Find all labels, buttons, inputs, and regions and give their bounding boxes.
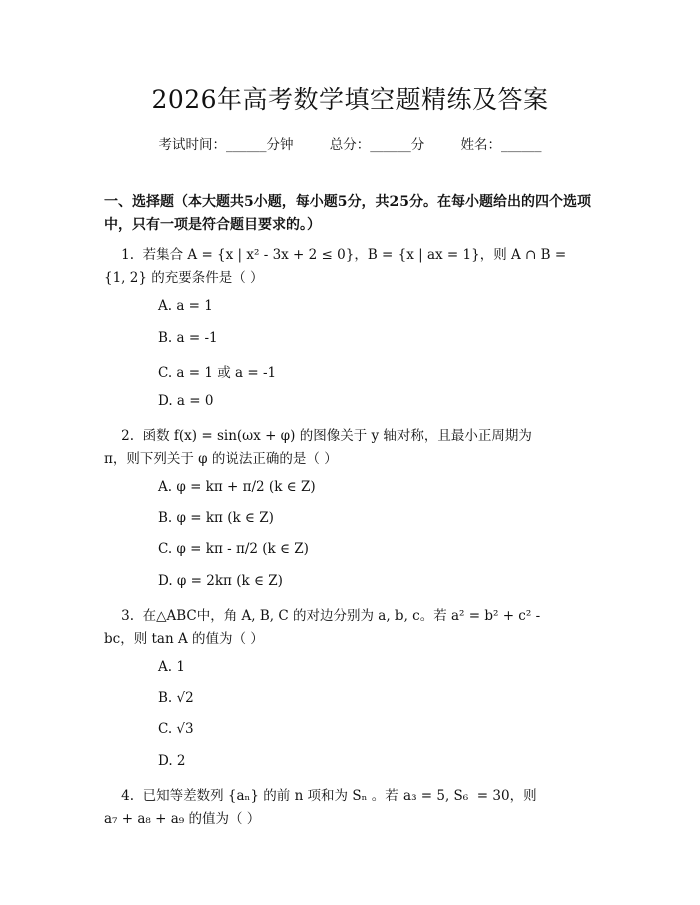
question-2-option-a: A. φ = kπ + π/2 (k ∈ Z) — [158, 479, 316, 495]
question-3-option-d: D. 2 — [158, 753, 186, 769]
question-2-option-d: D. φ = 2kπ (k ∈ Z) — [158, 573, 283, 589]
question-2-option-c: C. φ = kπ - π/2 (k ∈ Z) — [158, 541, 309, 557]
section-heading-line-2: 中，只有一项是符合题目要求的。） — [104, 217, 321, 233]
total-score-field: 总分：______分 — [329, 137, 425, 153]
question-4-line-2: a₇ + a₈ + a₉ 的值为（ ） — [104, 811, 261, 827]
exam-info-line — [0, 133, 700, 153]
question-4-line-1: 4. 已知等差数列 {aₙ} 的前 n 项和为 Sₙ 。若 a₃ = 5, S₆ = 30，则 — [104, 788, 537, 804]
question-3-option-b: B. √2 — [158, 690, 194, 706]
question-3-line-1: 3. 在△ABC中，角 A, B, C 的对边分别为 a, b, c。若 a² = b² + c² - — [104, 608, 541, 624]
question-3-line-2: bc，则 tan A 的值为（ ） — [104, 631, 264, 647]
section-heading-multiple-choice — [104, 191, 604, 237]
section-heading-line-1: 一、选择题（本大题共5小题，每小题5分，共25分。在每小题给出的四个选项 — [104, 194, 591, 210]
question-1-option-c: C. a = 1 或 a = -1 — [158, 365, 277, 381]
question-1-option-d: D. a = 0 — [158, 393, 214, 409]
page-title: 2026年高考数学填空题精练及答案 — [151, 85, 549, 114]
question-1-option-b: B. a = -1 — [158, 330, 218, 346]
name-field: 姓名：______ — [460, 137, 542, 153]
exam-time-field: 考试时间：______分钟 — [158, 137, 294, 153]
question-3-option-c: C. √3 — [158, 721, 194, 737]
question-1-line-2: {1, 2} 的充要条件是（ ） — [104, 270, 264, 286]
question-3-option-a: A. 1 — [158, 659, 185, 675]
question-2-line-2: π，则下列关于 φ 的说法正确的是（ ） — [104, 451, 338, 467]
question-2-line-1: 2. 函数 f(x) = sin(ωx + φ) 的图像关于 y 轴对称，且最小正周期为 — [104, 428, 532, 444]
question-2-option-b: B. φ = kπ (k ∈ Z) — [158, 510, 274, 526]
question-1-line-1: 1. 若集合 A = {x | x² - 3x + 2 ≤ 0}，B = {x | ax = 1}，则 A ∩ B = — [104, 247, 567, 263]
question-1-option-a: A. a = 1 — [158, 298, 213, 314]
